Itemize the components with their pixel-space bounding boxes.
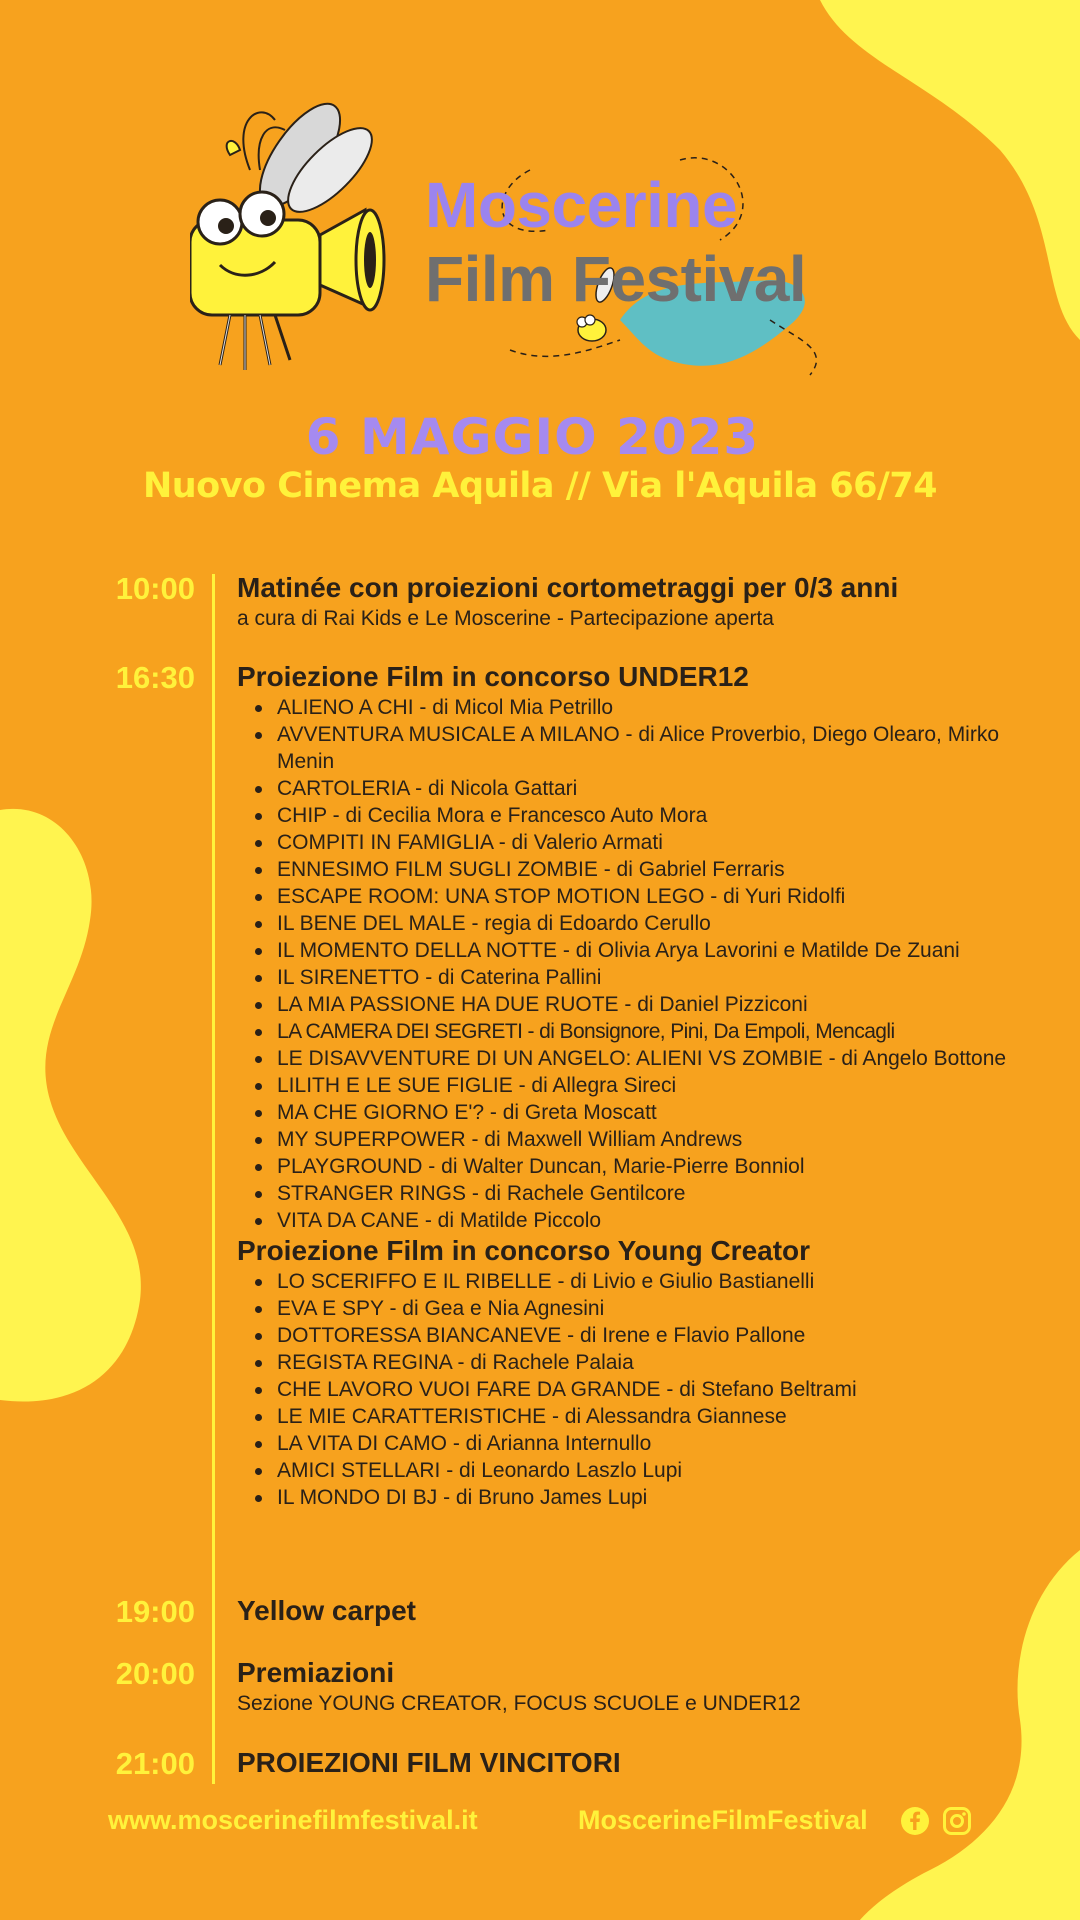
- social-handle[interactable]: MoscerineFilmFestival: [578, 1805, 868, 1835]
- list-item: IL MONDO DI BJ - di Bruno James Lupi: [277, 1484, 1047, 1511]
- list-item: MA CHE GIORNO E'? - di Greta Moscatt: [277, 1099, 1047, 1126]
- list-item: LA MIA PASSIONE HA DUE RUOTE - di Daniel Pizziconi: [277, 991, 1047, 1018]
- list-item: IL SIRENETTO - di Caterina Pallini: [277, 964, 1047, 991]
- section-title-under12: Proiezione Film in concorso UNDER12: [237, 661, 749, 692]
- left-blob: [0, 809, 141, 1402]
- list-item: COMPITI IN FAMIGLIA - di Valerio Armati: [277, 829, 1047, 856]
- list-item: IL BENE DEL MALE - regia di Edoardo Cerullo: [277, 910, 1047, 937]
- fly-camera-mascot-icon: [190, 100, 410, 380]
- list-item: AVVENTURA MUSICALE A MILANO - di Alice Proverbio, Diego Olearo, Mirko Menin: [277, 721, 1047, 775]
- slot-subtitle: a cura di Rai Kids e Le Moscerine - Partecipazione aperta: [237, 607, 774, 630]
- list-item: REGISTA REGINA - di Rachele Palaia: [277, 1349, 1047, 1376]
- slot-body: [237, 1746, 1047, 1780]
- list-item: ESCAPE ROOM: UNA STOP MOTION LEGO - di Yuri Ridolfi: [277, 883, 1047, 910]
- slot-body: [237, 660, 1047, 1511]
- slot-title: PROIEZIONI FILM VINCITORI: [237, 1747, 621, 1778]
- facebook-icon[interactable]: [900, 1806, 930, 1836]
- list-item: CHIP - di Cecilia Mora e Francesco Auto Mora: [277, 802, 1047, 829]
- slot-time: 21:00: [115, 1746, 195, 1781]
- list-item: PLAYGROUND - di Walter Duncan, Marie-Pierre Bonniol: [277, 1153, 1047, 1180]
- slot-body: [237, 1594, 1047, 1628]
- website-link[interactable]: www.moscerinefilmfestival.it: [108, 1805, 478, 1835]
- slot-time: 19:00: [115, 1594, 195, 1629]
- list-item: ENNESIMO FILM SUGLI ZOMBIE - di Gabriel Ferraris: [277, 856, 1047, 883]
- list-item: LE MIE CARATTERISTICHE - di Alessandra Giannese: [277, 1403, 1047, 1430]
- slot-title: Premiazioni: [237, 1657, 395, 1688]
- slot-time: 20:00: [115, 1656, 195, 1691]
- list-item: CARTOLERIA - di Nicola Gattari: [277, 775, 1047, 802]
- event-date: 6 MAGGIO 2023: [305, 408, 760, 466]
- slot-title: Matinée con proiezioni cortometraggi per 0/3 anni: [237, 572, 899, 603]
- slot-body: [237, 571, 1047, 632]
- list-item: IL MOMENTO DELLA NOTTE - di Olivia Arya Lavorini e Matilde De Zuani: [277, 937, 1047, 964]
- list-item: LO SCERIFFO E IL RIBELLE - di Livio e Giulio Bastianelli: [277, 1268, 1047, 1295]
- slot-body: [237, 1656, 1047, 1717]
- festival-title-line2: Film Festival: [425, 243, 807, 315]
- list-item: LA CAMERA DEI SEGRETI - di Bonsignore, Pini, Da Empoli, Mencagli: [277, 1018, 1047, 1045]
- list-item: CHE LAVORO VUOI FARE DA GRANDE - di Stefano Beltrami: [277, 1376, 1047, 1403]
- film-list-young-creator: [237, 1268, 1047, 1511]
- slot-title: Yellow carpet: [237, 1595, 416, 1626]
- event-venue: Nuovo Cinema Aquila // Via l'Aquila 66/74: [142, 466, 938, 506]
- list-item: ALIENO A CHI - di Micol Mia Petrillo: [277, 694, 1047, 721]
- list-item: DOTTORESSA BIANCANEVE - di Irene e Flavio Pallone: [277, 1322, 1047, 1349]
- list-item: EVA E SPY - di Gea e Nia Agnesini: [277, 1295, 1047, 1322]
- list-item: AMICI STELLARI - di Leonardo Laszlo Lupi: [277, 1457, 1047, 1484]
- timeline-divider: [212, 574, 215, 1784]
- section-title-young-creator: Proiezione Film in concorso Young Creator: [237, 1235, 811, 1266]
- list-item: LE DISAVVENTURE DI UN ANGELO: ALIENI VS ZOMBIE - di Angelo Bottone: [277, 1045, 1047, 1072]
- festival-title-line1: Moscerine: [425, 169, 738, 241]
- list-item: VITA DA CANE - di Matilde Piccolo: [277, 1207, 1047, 1234]
- slot-time: 10:00: [115, 571, 195, 606]
- list-item: STRANGER RINGS - di Rachele Gentilcore: [277, 1180, 1047, 1207]
- slot-subtitle: Sezione YOUNG CREATOR, FOCUS SCUOLE e UNDER12: [237, 1692, 801, 1715]
- list-item: MY SUPERPOWER - di Maxwell William Andrews: [277, 1126, 1047, 1153]
- slot-time: 16:30: [115, 660, 195, 695]
- list-item: LILITH E LE SUE FIGLIE - di Allegra Sireci: [277, 1072, 1047, 1099]
- film-list-under12: [237, 694, 1047, 1234]
- list-item: LA VITA DI CAMO - di Arianna Internullo: [277, 1430, 1047, 1457]
- instagram-icon[interactable]: [942, 1806, 972, 1836]
- header: [0, 0, 1080, 520]
